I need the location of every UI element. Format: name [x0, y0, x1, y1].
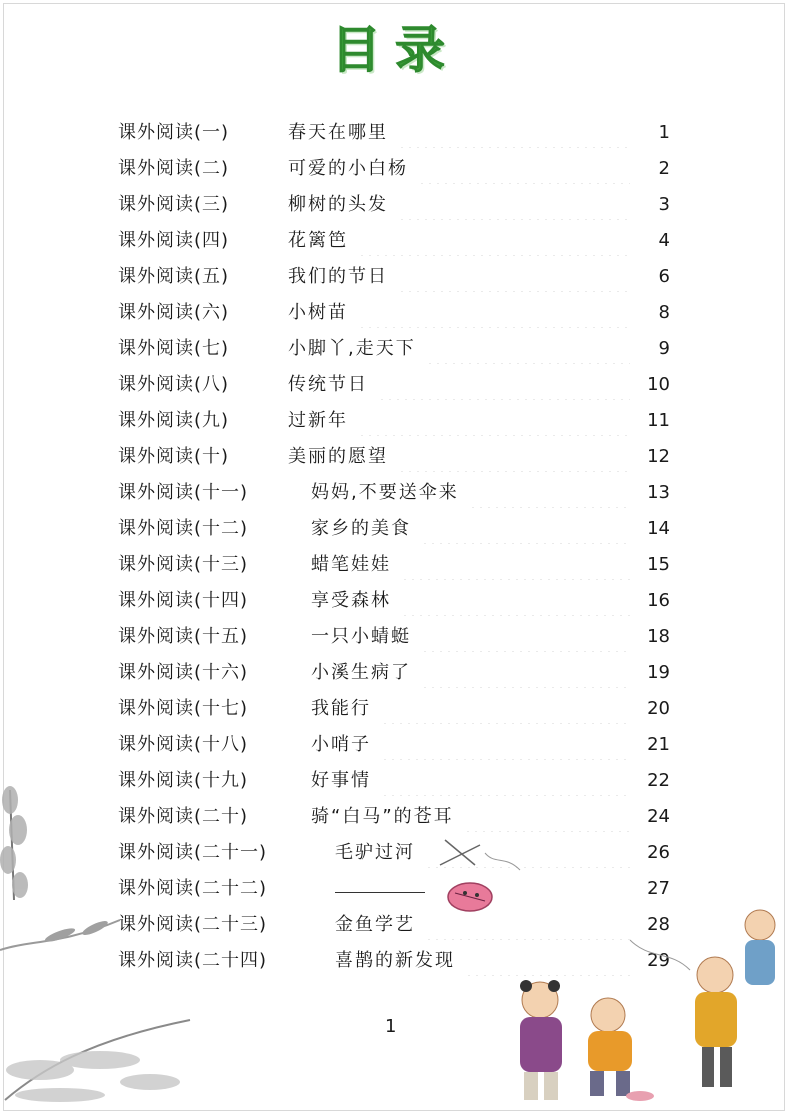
toc-page-number: 2 — [658, 158, 670, 179]
toc-section-label: 课外阅读(十九) — [118, 770, 249, 791]
toc-row — [0, 298, 790, 328]
toc-entry-title: 金鱼学艺 — [335, 914, 415, 935]
toc-section-label: 课外阅读(九) — [118, 410, 230, 431]
toc-row — [0, 154, 790, 184]
toc-page-number: 11 — [647, 410, 670, 431]
dot-leader — [426, 334, 630, 364]
dot-leader — [421, 514, 630, 544]
dot-leader — [418, 154, 630, 184]
toc-row — [0, 622, 790, 652]
dot-leader — [401, 550, 630, 580]
toc-row — [0, 514, 790, 544]
toc-row — [0, 586, 790, 616]
toc-entry-title: 妈妈,不要送伞来 — [311, 482, 459, 503]
toc-entry-title: 小哨子 — [311, 734, 371, 755]
toc-entry-title: 家乡的美食 — [311, 518, 411, 539]
toc-page-number: 22 — [647, 770, 670, 791]
toc-page-number: 28 — [647, 914, 670, 935]
toc-page-number: 12 — [647, 446, 670, 467]
dot-leader — [421, 658, 630, 688]
toc-section-label: 课外阅读(二) — [118, 158, 230, 179]
toc-page-number: 20 — [647, 698, 670, 719]
toc-entry — [311, 478, 638, 508]
toc-entry-title: 喜鹊的新发现 — [335, 950, 455, 971]
dot-leader — [421, 622, 630, 652]
toc-section-label: 课外阅读(七) — [118, 338, 230, 359]
toc-row — [0, 658, 790, 688]
toc-row — [0, 262, 790, 292]
toc-entry-title: 过新年 — [288, 410, 348, 431]
toc-section-label: 课外阅读(二十二) — [118, 878, 268, 899]
toc-section-label: 课外阅读(四) — [118, 230, 230, 251]
toc-section-label: 课外阅读(八) — [118, 374, 230, 395]
toc-entry — [311, 550, 638, 580]
dot-leader — [398, 442, 630, 472]
toc-row — [0, 550, 790, 580]
toc-entry — [288, 406, 638, 436]
toc-section-label: 课外阅读(五) — [118, 266, 230, 287]
toc-entry-title: 小树苗 — [288, 302, 348, 323]
toc-page-number: 15 — [647, 554, 670, 575]
toc-page-number: 19 — [647, 662, 670, 683]
toc-entry-title: 毛驴过河 — [335, 842, 415, 863]
toc-page-number: 8 — [658, 302, 670, 323]
toc-entry-title: 柳树的头发 — [288, 194, 388, 215]
toc-row — [0, 406, 790, 436]
toc-section-label: 课外阅读(十一) — [118, 482, 249, 503]
toc-entry — [288, 334, 638, 364]
toc-entry-title: 我能行 — [311, 698, 371, 719]
toc-section-label: 课外阅读(十七) — [118, 698, 249, 719]
toc-section-label: 课外阅读(六) — [118, 302, 230, 323]
toc-section-label: 课外阅读(二十) — [118, 806, 249, 827]
toc-entry — [311, 730, 638, 760]
toc-page-number: 26 — [647, 842, 670, 863]
dot-leader — [358, 406, 630, 436]
toc-section-label: 课外阅读(十五) — [118, 626, 249, 647]
toc-row — [0, 370, 790, 400]
toc-page-number: 29 — [647, 950, 670, 971]
toc-entry-title: 蜡笔娃娃 — [311, 554, 391, 575]
toc-row — [0, 118, 790, 148]
toc-page-number: 18 — [647, 626, 670, 647]
toc-entry — [288, 262, 638, 292]
toc-section-label: 课外阅读(二十一) — [118, 842, 268, 863]
toc-section-label: 课外阅读(十六) — [118, 662, 249, 683]
toc-page-number: 9 — [658, 338, 670, 359]
toc-entry-title: 小脚丫,走天下 — [288, 338, 416, 359]
toc-entry-title: 一只小蜻蜓 — [311, 626, 411, 647]
toc-entry-title: 春天在哪里 — [288, 122, 388, 143]
toc-entry — [288, 118, 638, 148]
toc-entry-title: 可爱的小白杨 — [288, 158, 408, 179]
toc-section-label: 课外阅读(十二) — [118, 518, 249, 539]
toc-page-number: 10 — [647, 374, 670, 395]
dot-leader — [398, 262, 630, 292]
page-title: 目录 — [331, 21, 459, 79]
reed-branch-illustration — [0, 770, 200, 1110]
toc-page-number: 4 — [658, 230, 670, 251]
toc-entry — [311, 514, 638, 544]
toc-entry-title: 好事情 — [311, 770, 371, 791]
dot-leader — [464, 802, 630, 832]
toc-page-number: 13 — [647, 482, 670, 503]
toc-row — [0, 730, 790, 760]
toc-page-number: 14 — [647, 518, 670, 539]
toc-entry — [288, 298, 638, 328]
toc-page-number: 6 — [658, 266, 670, 287]
playing-children-illustration — [490, 900, 785, 1110]
toc-row — [0, 226, 790, 256]
toc-section-label: 课外阅读(二十四) — [118, 950, 268, 971]
page-number: 1 — [385, 1016, 397, 1037]
toc-entry — [288, 442, 638, 472]
toc-row — [0, 478, 790, 508]
toc-entry-title: 花篱笆 — [288, 230, 348, 251]
toc-entry-title: 传统节日 — [288, 374, 368, 395]
dot-leader — [378, 370, 630, 400]
toc-page-number: 16 — [647, 590, 670, 611]
toc-entry — [288, 190, 638, 220]
toc-entry — [311, 694, 638, 724]
toc-page-number: 3 — [658, 194, 670, 215]
toc-entry-title: 享受森林 — [311, 590, 391, 611]
toc-page-number: 27 — [647, 878, 670, 899]
toc-row — [0, 334, 790, 364]
toc-section-label: 课外阅读(十四) — [118, 590, 249, 611]
dot-leader — [381, 766, 630, 796]
toc-entry — [311, 802, 638, 832]
dot-leader — [398, 190, 630, 220]
toc-row — [0, 190, 790, 220]
dot-leader — [469, 478, 630, 508]
toc-entry — [288, 154, 638, 184]
toc-section-label: 课外阅读(二十三) — [118, 914, 268, 935]
toc-entry-title: 我们的节日 — [288, 266, 388, 287]
toc-section-label: 课外阅读(三) — [118, 194, 230, 215]
toc-section-label: 课外阅读(十八) — [118, 734, 249, 755]
toc-entry — [311, 658, 638, 688]
toc-section-label: 课外阅读(十三) — [118, 554, 249, 575]
toc-entry — [288, 370, 638, 400]
dot-leader — [358, 226, 630, 256]
toc-row — [0, 442, 790, 472]
toc-entry-title: 美丽的愿望 — [288, 446, 388, 467]
dot-leader — [381, 694, 630, 724]
toc-entry — [311, 586, 638, 616]
toc-entry — [288, 226, 638, 256]
dot-leader — [398, 118, 630, 148]
toc-entry — [311, 622, 638, 652]
toc-page-number: 1 — [658, 122, 670, 143]
toc-section-label: 课外阅读(一) — [118, 122, 230, 143]
toc-entry-title: 骑“白马”的苍耳 — [311, 806, 454, 827]
toc-entry-title: 小溪生病了 — [311, 662, 411, 683]
toc-row — [0, 694, 790, 724]
toc-entry — [311, 766, 638, 796]
dot-leader — [358, 298, 630, 328]
blank-title-line — [335, 874, 425, 893]
toc-section-label: 课外阅读(十) — [118, 446, 230, 467]
toc-page-number: 24 — [647, 806, 670, 827]
dot-leader — [401, 586, 630, 616]
toc-page-number: 21 — [647, 734, 670, 755]
dot-leader — [381, 730, 630, 760]
